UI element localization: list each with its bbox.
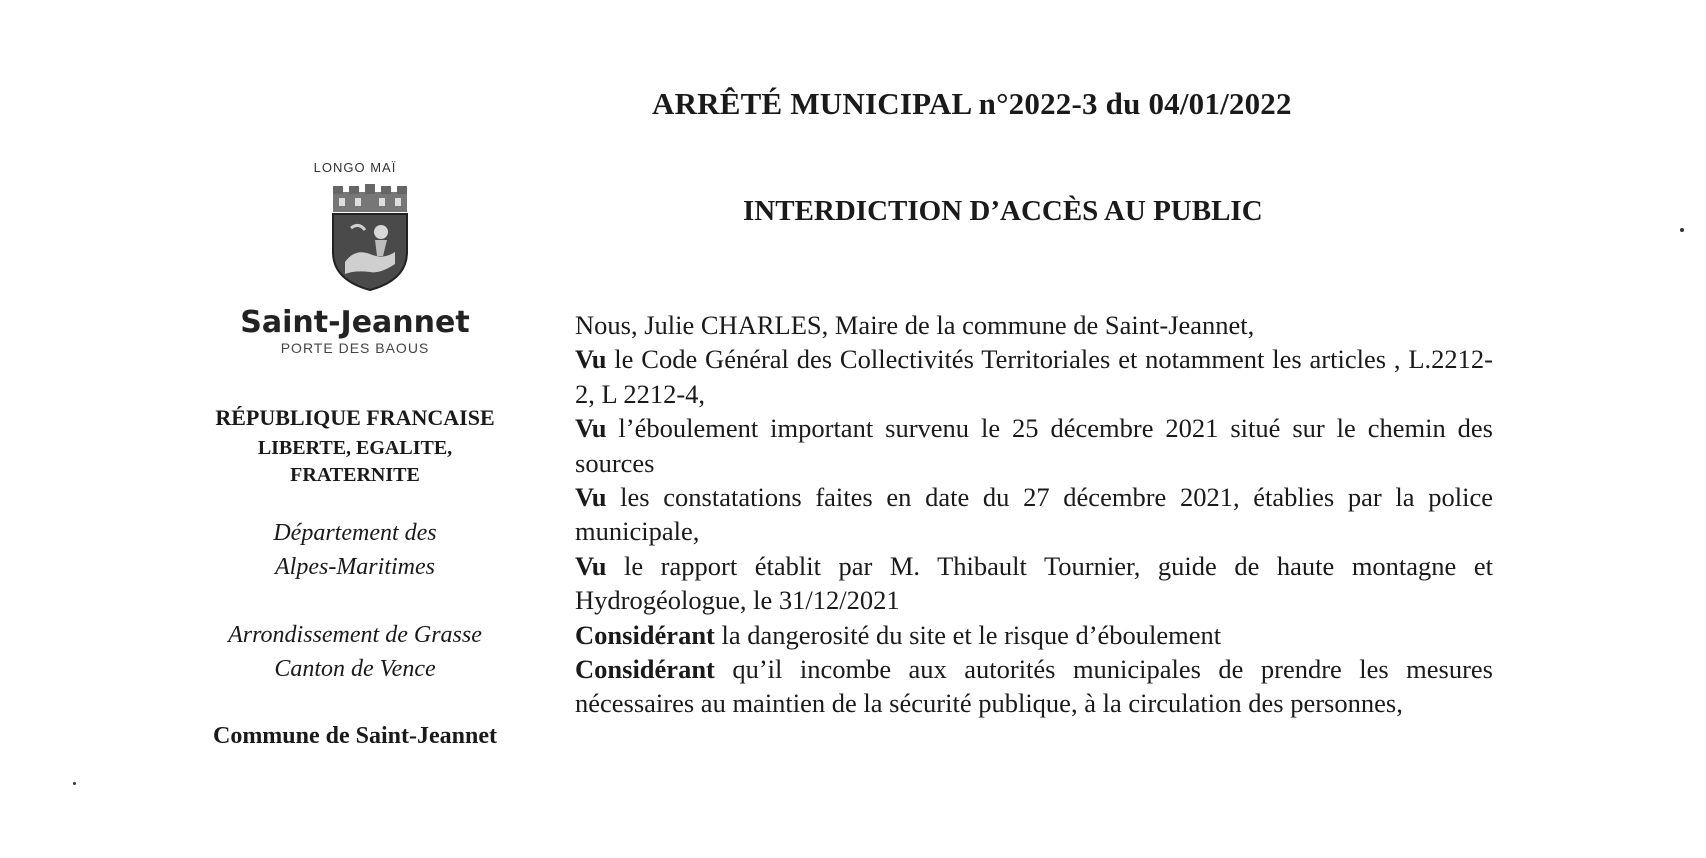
clause-lead: Vu xyxy=(575,550,607,581)
commune-name: Commune de Saint-Jeannet xyxy=(212,723,497,749)
town-tagline: PORTE DES BAOUS xyxy=(280,340,430,356)
republic-label: RÉPUBLIQUE FRANCAISE xyxy=(215,405,495,430)
logo-motto: LONGO MAÏ xyxy=(313,160,397,175)
clause-lead: Vu xyxy=(575,344,607,375)
clause-text: le Code Général des Collectivités Territoriales et notamment les articles , L.2212-2, L 2212-4, xyxy=(575,344,1493,409)
clause xyxy=(575,652,1493,721)
municipal-logo xyxy=(240,160,470,356)
canton: Canton de Vence xyxy=(274,656,436,682)
clause xyxy=(575,480,1493,549)
document-body xyxy=(575,308,1493,721)
town-name: Saint-Jeannet xyxy=(240,305,470,340)
clause-lead: Considérant xyxy=(575,619,715,650)
clause-text: la dangerosité du site et le risque d’éboulement xyxy=(714,619,1222,650)
coat-of-arms-icon xyxy=(325,182,415,292)
document-subtitle: INTERDICTION D’ACCÈS AU PUBLIC xyxy=(743,195,1263,227)
document-title: ARRÊTÉ MUNICIPAL n°2022-3 du 04/01/2022 xyxy=(652,86,1292,121)
clause-text: les constatations faites en date du 27 décembre 2021, établies par la police municipale, xyxy=(575,482,1493,547)
clause-text: qu’il incombe aux autorités municipales de prendre les mesures nécessaires au maintien de la sécurité publique, à la circulation des personnes, xyxy=(575,654,1493,719)
clause xyxy=(575,411,1493,480)
clause xyxy=(575,618,1493,652)
clause-text: le rapport établit par M. Thibault Tournier, guide de haute montagne et Hydrogéologue, le 31/12/2021 xyxy=(575,550,1493,616)
clause-lead: Vu xyxy=(575,413,607,444)
clause-lead: Considérant xyxy=(575,654,715,685)
departement-line-1: Département des xyxy=(273,520,437,546)
clause-text: l’éboulement important survenu le 25 décembre 2021 situé sur le chemin des sources xyxy=(575,413,1493,478)
departement-line-2: Alpes-Maritimes xyxy=(275,554,435,580)
clause-lead: Vu xyxy=(575,482,607,513)
clause xyxy=(575,342,1493,411)
clause xyxy=(575,549,1493,618)
intro-paragraph: Nous, Julie CHARLES, Maire de la commune de Saint-Jeannet, xyxy=(575,310,1255,340)
scan-speck xyxy=(73,782,76,785)
scan-speck xyxy=(1680,228,1684,232)
arrondissement: Arrondissement de Grasse xyxy=(228,622,482,648)
devise-line-1: LIBERTE, EGALITE, xyxy=(257,437,453,459)
sidebar xyxy=(160,160,550,749)
devise-line-2: FRATERNITE xyxy=(290,464,420,486)
